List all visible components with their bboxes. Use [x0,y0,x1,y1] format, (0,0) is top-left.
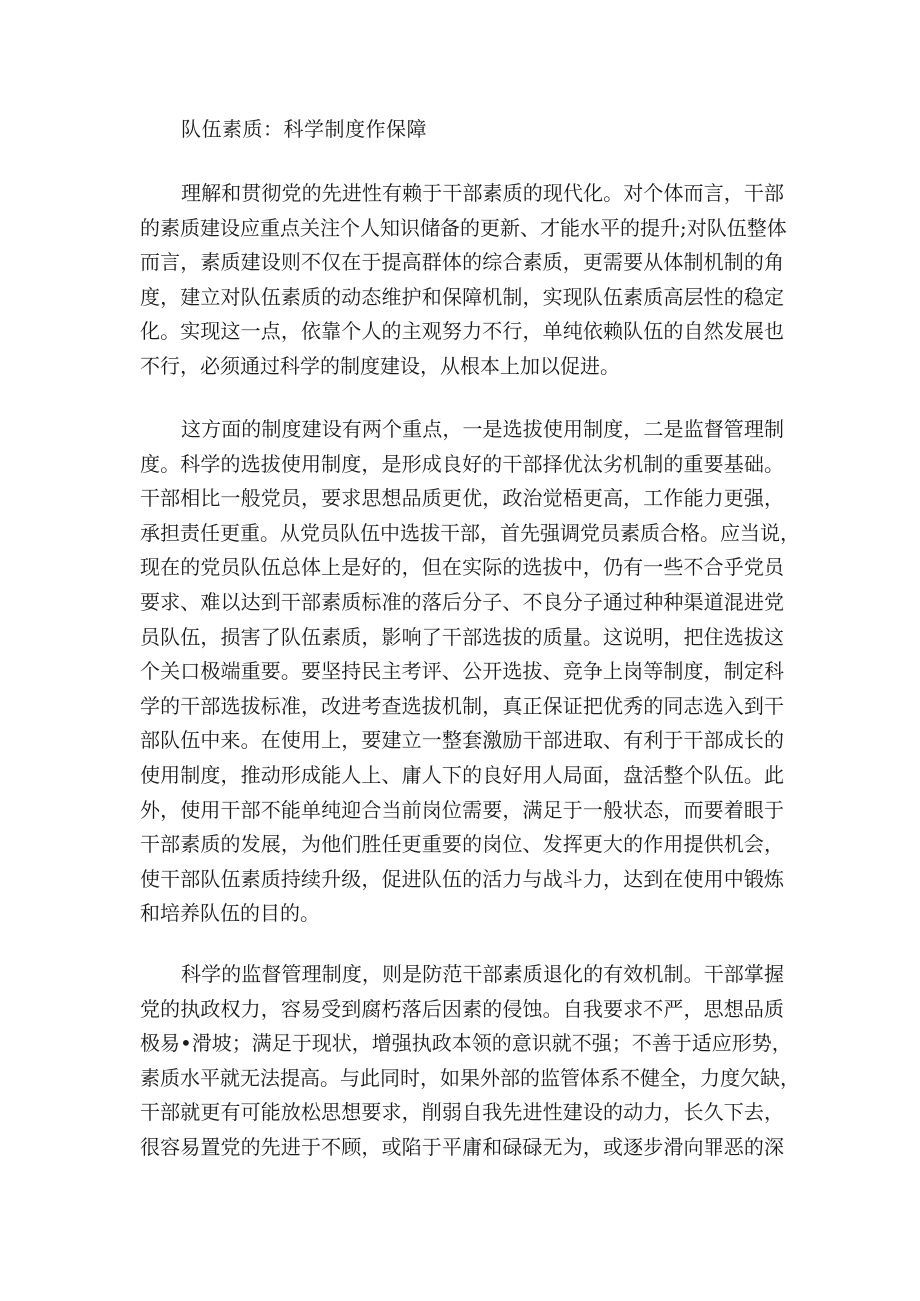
text-line: 员队伍，损害了队伍素质，影响了干部选拔的质量。这说明，把住选拔这 [140,624,784,649]
text-line: 科学的监督管理制度，则是防范干部素质退化的有效机制。干部掌握 [181,962,784,986]
text-line: 而言，素质建设则不仅在于提高群体的综合素质，更需要从体制机制的角 [140,250,784,275]
text-line: 承担责任更重。从党员队伍中选拔干部，首先强调党员素质合格。应当说， [140,520,800,545]
text-line: 使干部队伍素质持续升级，促进队伍的活力与战斗力，达到在使用中锻炼 [140,866,784,891]
text-line: 个关口极端重要。要坚持民主考评、公开选拔、竞争上岗等制度，制定科 [140,659,784,684]
document-title: 队伍素质：科学制度作保障 [181,117,427,141]
text-line: 素质水平就无法提高。与此同时，如果外部的监管体系不健全，力度欠缺， [140,1065,800,1090]
text-line: 要求、难以达到干部素质标准的落后分子、不良分子通过种种渠道混进党 [140,589,784,614]
text-line: 不行，必须通过科学的制度建设，从根本上加以促进。 [140,353,620,378]
text-line: 干部素质的发展，为他们胜任更重要的岗位、发挥更大的作用提供机会， [140,832,784,857]
text-line: 的素质建设应重点关注个人知识储备的更新、才能水平的提升;对队伍整体 [140,215,787,240]
paragraph-1 [140,176,787,384]
text-line: 理解和贯彻党的先进性有赖于干部素质的现代化。对个体而言，干部 [181,181,784,205]
text-line: 度。科学的选拔使用制度，是形成良好的干部择优汰劣机制的重要基础。 [140,451,784,476]
text-line: 使用制度，推动形成能人上、庸人下的良好用人局面，盘活整个队伍。此 [140,762,784,787]
text-line: 极易•滑坡；满足于现状，增强执政本领的意识就不强；不善于适应形势， [140,1031,792,1056]
text-line: 外，使用干部不能单纯迎合当前岗位需要，满足于一般状态，而要着眼于 [140,797,784,822]
text-line: 党的执政权力，容易受到腐朽落后因素的侵蚀。自我要求不严，思想品质 [140,996,784,1021]
paragraph-2 [140,412,800,931]
text-line: 和培养队伍的目的。 [140,901,320,926]
text-line: 很容易置党的先进于不顾，或陷于平庸和碌碌无为，或逐步滑向罪恶的深 [140,1134,784,1159]
text-line: 部队伍中来。在使用上，要建立一整套激励干部进取、有利于干部成长的 [140,728,784,753]
text-line: 干部就更有可能放松思想要求，削弱自我先进性建设的动力，长久下去， [140,1100,784,1125]
paragraph-3 [140,957,800,1165]
text-line: 现在的党员队伍总体上是好的，但在实际的选拔中，仍有一些不合乎党员 [140,555,784,580]
text-line: 度，建立对队伍素质的动态维护和保障机制，实现队伍素质高层性的稳定 [140,284,784,309]
text-line: 这方面的制度建设有两个重点，一是选拔使用制度，二是监督管理制 [181,417,784,441]
text-line: 学的干部选拔标准，改进考查选拔机制，真正保证把优秀的同志选入到干 [140,693,784,718]
text-line: 干部相比一般党员，要求思想品质更优，政治觉梧更高，工作能力更强， [140,486,784,511]
text-line: 化。实现这一点，依靠个人的主观努力不行，单纯依赖队伍的自然发展也 [140,319,784,344]
